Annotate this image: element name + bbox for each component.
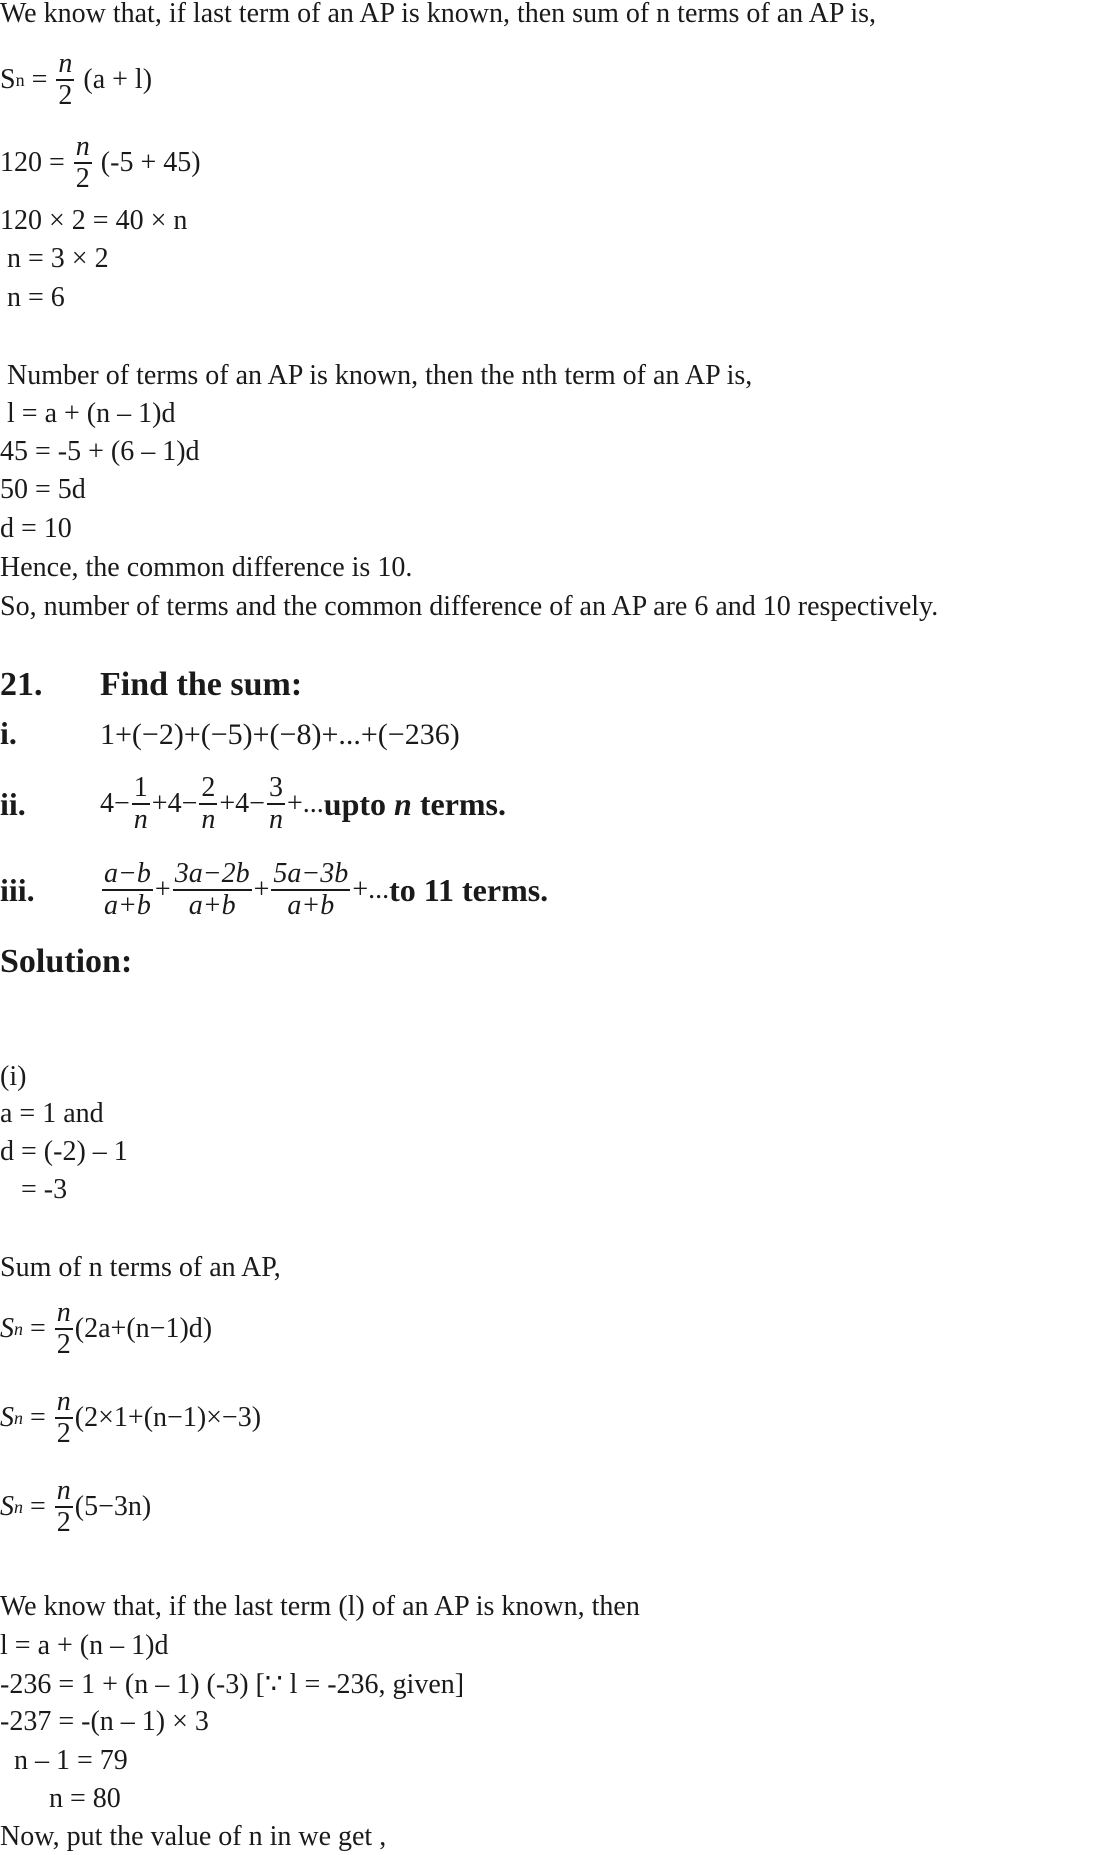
conclusion-text: So, number of terms and the common difference of an AP are 6 and 10 respectively. (0, 591, 939, 622)
question-item-ii (0, 770, 506, 838)
numerator: a−b (104, 858, 151, 889)
fraction (55, 1476, 73, 1538)
question-number: 21. (0, 666, 43, 703)
fraction (199, 773, 217, 835)
last-term-intro: We know that, if the last term (l) of an AP is known, then (0, 1591, 640, 1622)
s-subscript: n (14, 1408, 23, 1428)
numerator: n (56, 1386, 71, 1417)
s-subscript: n (14, 1497, 23, 1517)
solution-line: -237 = -(n – 1) × 3 (0, 1706, 209, 1737)
term: +4− (219, 788, 265, 819)
equals: = (24, 64, 55, 95)
s-subscript: n (14, 1319, 23, 1339)
nth-line-3: 50 = 5d (0, 474, 86, 505)
equation-2: 120 × 2 = 40 × n (0, 205, 188, 236)
sum-equation-1 (0, 1297, 212, 1361)
equals: = (23, 1313, 53, 1344)
question-item-iii (0, 856, 548, 924)
numerator: n (56, 1475, 71, 1506)
eq-lhs: 120 = (0, 147, 72, 178)
nth-line-4: d = 10 (0, 513, 72, 544)
solution-line: n – 1 = 79 (0, 1745, 128, 1776)
fraction (271, 859, 350, 921)
intro-text: We know that, if last term of an AP is known, then sum of n terms of an AP is, (0, 0, 877, 29)
expression: (5−3n) (74, 1491, 152, 1522)
equals: = (23, 1402, 53, 1433)
s-symbol: S (0, 1313, 14, 1344)
item-label: iii. (0, 872, 35, 908)
denominator: a+b (104, 890, 151, 921)
numerator: 1 (133, 772, 148, 803)
item-expression: 1+(−2)+(−5)+(−8)+...+(−236) (100, 718, 460, 751)
suffix: upto (323, 786, 395, 822)
fraction (102, 859, 153, 921)
numerator: n (56, 1297, 71, 1328)
formula-rhs: (a + l) (76, 64, 153, 95)
denominator: n (133, 804, 148, 835)
item-label: i. (0, 715, 17, 751)
numerator: 3a−2b (174, 858, 250, 889)
s-symbol: S (0, 64, 16, 95)
solution-line: a = 1 and (0, 1098, 104, 1129)
numerator: 3 (268, 772, 283, 803)
hence-text: Hence, the common difference is 10. (0, 552, 413, 583)
denominator: n (268, 804, 283, 835)
sum-intro: Sum of n terms of an AP, (0, 1252, 281, 1283)
item-label: ii. (0, 786, 26, 822)
solution-line: n = 80 (0, 1783, 121, 1814)
question-item-i (0, 716, 460, 753)
denominator: 2 (75, 163, 90, 194)
sum-equation-3 (0, 1475, 151, 1539)
denominator: 2 (58, 80, 73, 111)
plus: + (253, 874, 270, 905)
sum-formula (0, 50, 152, 110)
plus: + (154, 874, 171, 905)
term: 4− (100, 788, 130, 819)
ellipsis: +... (352, 874, 390, 905)
numerator: 5a−3b (273, 858, 349, 889)
solution-line: d = (-2) – 1 (0, 1136, 128, 1167)
solution-heading: Solution: (0, 943, 133, 980)
expression: (2a+(n−1)d) (74, 1313, 213, 1344)
question-heading (0, 668, 302, 702)
s-symbol: S (0, 1491, 14, 1522)
denominator: n (201, 804, 216, 835)
ellipsis: +... (286, 788, 324, 819)
solution-line: -236 = 1 + (n – 1) (-3) [∵ l = -236, given] (0, 1669, 465, 1700)
denominator: 2 (56, 1418, 71, 1449)
numerator: n (75, 131, 90, 162)
s-symbol: S (0, 1402, 14, 1433)
nth-line-1: l = a + (n – 1)d (0, 398, 176, 429)
s-subscript: n (15, 70, 25, 90)
fraction (132, 773, 150, 835)
fraction (56, 49, 74, 111)
denominator: a+b (188, 890, 236, 921)
fraction (267, 773, 285, 835)
fraction (74, 132, 92, 194)
suffix: to 11 terms. (389, 872, 549, 908)
equation-3: n = 3 × 2 (0, 243, 109, 274)
suffix-n: n (394, 786, 412, 822)
term: +4− (151, 788, 198, 819)
equation-1 (0, 133, 201, 193)
solution-line: = -3 (0, 1174, 68, 1205)
denominator: 2 (56, 1329, 71, 1360)
equals: = (23, 1491, 53, 1522)
nth-line-2: 45 = -5 + (6 – 1)d (0, 436, 200, 467)
denominator: 2 (56, 1507, 71, 1538)
nth-intro: Number of terms of an AP is known, then the nth term of an AP is, (0, 360, 753, 391)
expression: (2×1+(n−1)×−3) (74, 1402, 262, 1433)
fraction (55, 1298, 73, 1360)
now-text: Now, put the value of n in we get , (0, 1821, 387, 1852)
eq-rhs: (-5 + 45) (93, 147, 201, 178)
fraction (173, 859, 252, 921)
numerator: n (58, 48, 73, 79)
sum-equation-2 (0, 1386, 261, 1450)
equation-4: n = 6 (0, 282, 65, 313)
denominator: a+b (287, 890, 335, 921)
solution-line: l = a + (n – 1)d (0, 1630, 169, 1661)
fraction (55, 1387, 73, 1449)
part-label: (i) (0, 1061, 27, 1092)
numerator: 2 (201, 772, 216, 803)
suffix: terms. (411, 786, 506, 822)
question-title: Find the sum: (100, 666, 303, 703)
